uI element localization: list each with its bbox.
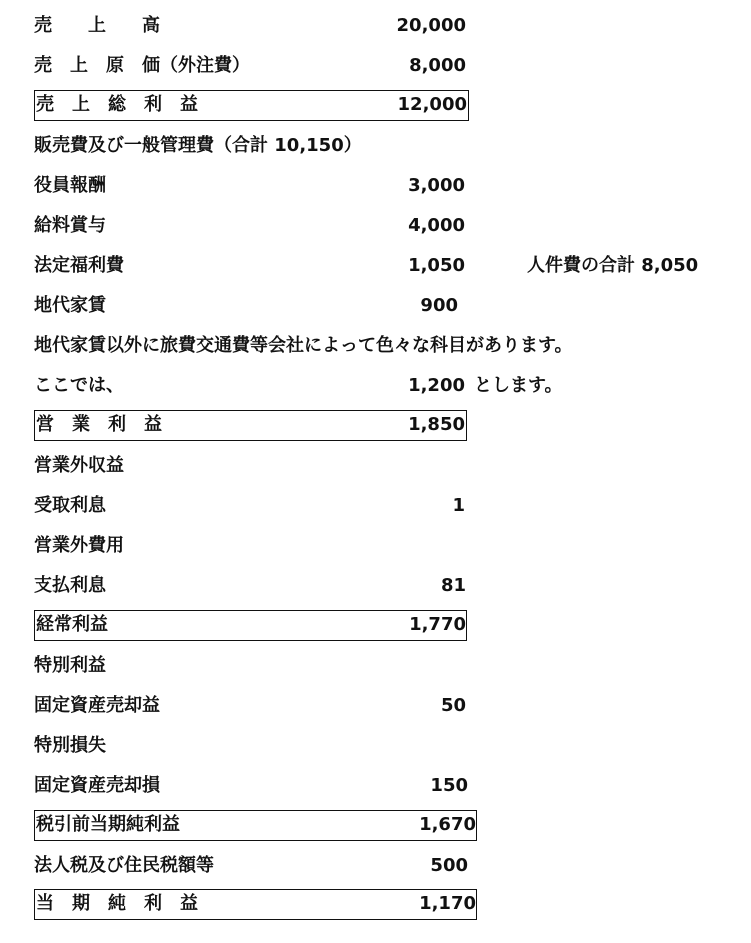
value-salaries: 4,000	[408, 215, 465, 236]
row-officer-compensation	[34, 171, 474, 201]
value-rent: 900	[420, 295, 458, 316]
value-ordinary-profit: 1,770	[409, 614, 466, 635]
row-rent	[34, 291, 474, 321]
row-sga-header	[34, 131, 474, 161]
value-operating-profit: 1,850	[408, 414, 465, 435]
value-net-income: 1,170	[419, 893, 476, 914]
value-welfare: 1,050	[408, 255, 465, 276]
label-ordinary-profit: 経常利益	[36, 614, 108, 635]
label-non-operating-income: 営業外収益	[34, 455, 124, 476]
label-officer-compensation: 役員報酬	[34, 175, 106, 196]
value-interest-paid: 81	[440, 575, 466, 596]
row-loss-on-sale	[34, 771, 474, 801]
row-sales	[34, 11, 474, 41]
label-cost-of-sales: 売 上 原 価（外注費）	[34, 55, 250, 76]
row-pretax-income	[34, 810, 477, 841]
row-interest-received	[34, 491, 474, 521]
label-extraordinary-loss: 特別損失	[34, 735, 106, 756]
value-other-expenses: 1,200	[408, 375, 465, 396]
note-other-expenses-suffix: とします。	[474, 375, 563, 396]
label-loss-on-sale: 固定資産売却損	[34, 775, 160, 796]
label-extraordinary-income: 特別利益	[34, 655, 106, 676]
row-welfare	[34, 251, 474, 281]
label-sales: 売 上 高	[34, 15, 160, 36]
row-income-taxes	[34, 851, 476, 881]
row-non-operating-income	[34, 451, 474, 481]
label-pretax-income: 税引前当期純利益	[36, 814, 180, 835]
label-sga-header: 販売費及び一般管理費（合計 10,150）	[34, 135, 362, 156]
label-net-income: 当 期 純 利 益	[36, 893, 198, 914]
note-personnel-total: 人件費の合計 8,050	[527, 255, 699, 276]
row-gross-profit	[34, 90, 469, 121]
label-welfare: 法定福利費	[34, 255, 124, 276]
row-other-expenses-note	[34, 331, 674, 361]
row-extraordinary-loss	[34, 731, 474, 761]
label-interest-received: 受取利息	[34, 495, 106, 516]
row-operating-profit	[34, 410, 467, 441]
row-interest-paid	[34, 571, 474, 601]
label-non-operating-expenses: 営業外費用	[34, 535, 124, 556]
label-income-taxes: 法人税及び住民税額等	[34, 855, 214, 876]
label-gain-on-sale: 固定資産売却益	[34, 695, 160, 716]
value-pretax-income: 1,670	[419, 814, 476, 835]
label-gross-profit: 売 上 総 利 益	[36, 94, 198, 115]
label-rent: 地代家賃	[34, 295, 106, 316]
value-loss-on-sale: 150	[430, 775, 468, 796]
value-income-taxes: 500	[430, 855, 468, 876]
row-non-operating-expenses	[34, 531, 474, 561]
row-ordinary-profit	[34, 610, 467, 641]
label-interest-paid: 支払利息	[34, 575, 106, 596]
value-cost-of-sales: 8,000	[409, 55, 466, 76]
row-cost-of-sales	[34, 51, 474, 81]
value-officer-compensation: 3,000	[408, 175, 465, 196]
row-extraordinary-income	[34, 651, 474, 681]
value-gross-profit: 12,000	[397, 94, 467, 115]
row-salaries	[34, 211, 474, 241]
row-gain-on-sale	[34, 691, 474, 721]
label-operating-profit: 営 業 利 益	[36, 414, 162, 435]
label-other-expenses: ここでは、	[34, 375, 124, 396]
value-sales: 20,000	[396, 15, 466, 36]
value-interest-received: 1	[452, 495, 465, 516]
value-gain-on-sale: 50	[440, 695, 466, 716]
row-other-expenses	[34, 371, 474, 401]
row-net-income	[34, 889, 477, 920]
label-salaries: 給料賞与	[34, 215, 106, 236]
label-other-expenses-note: 地代家賃以外に旅費交通費等会社によって色々な科目があります。	[34, 335, 573, 356]
